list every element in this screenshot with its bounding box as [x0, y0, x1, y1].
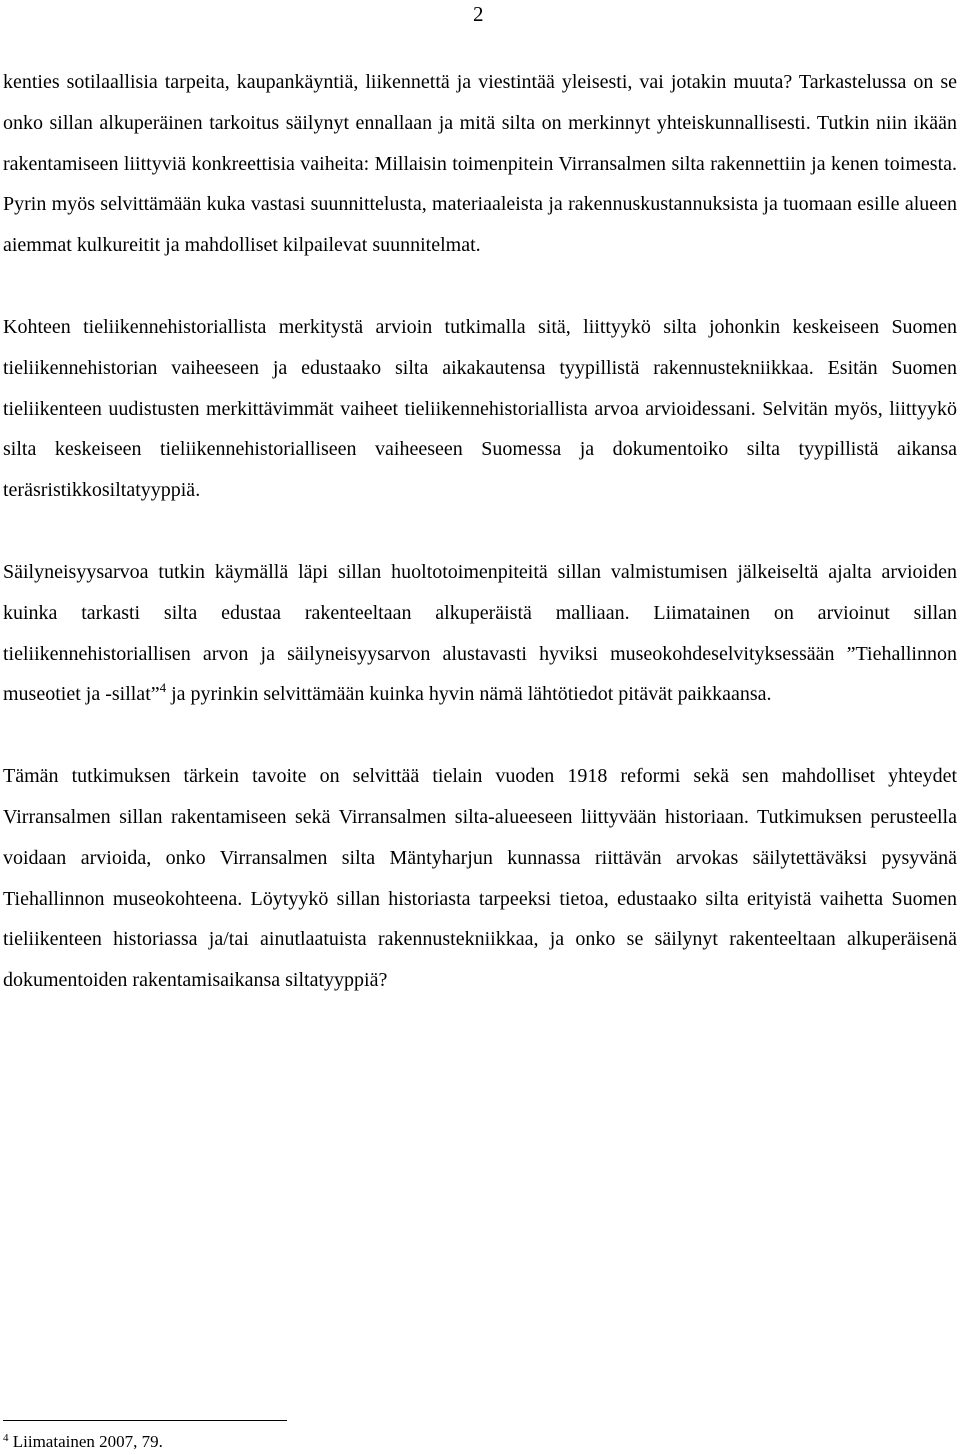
paragraph-text-before-footnote: Säilyneisyysarvoa tutkin käymällä läpi sillan huoltotoimenpiteitä sillan valmistumisen jälkeiseltä ajalta arvioiden kuinka tarkasti silta edustaa rakenteeltaan alkuperäistä malliaan. Liimatainen on arvioinut sillan tieliikennehistoriallisen arvon ja säilyneisyysarvon alustavasti hyviksi museokohdeselvityksessään ”Tiehallinnon museotiet ja -sillat” [3, 560, 957, 706]
footnote-text: Liimatainen 2007, 79. [8, 1432, 163, 1451]
paragraph-preservation-value [3, 552, 957, 715]
body-text [3, 62, 957, 1001]
footnote [3, 1431, 163, 1453]
paragraph-scope: kenties sotilaallisia tarpeita, kaupankäyntiä, liikennettä ja viestintää yleisesti, vai jotakin muuta? Tarkastelussa on se onko sillan alkuperäinen tarkoitus säilynyt ennallaan ja mitä silta on merkinnyt yhteiskunnallisesti. Tutkin niin ikään rakentamiseen liittyviä konkreettisia vaiheita: Millaisin toimenpitein Virransalmen silta rakennettiin ja kenen toimesta. Pyrin myös selvittämään kuka vastasi suunnittelusta, materiaaleista ja rakennuskustannuksista ja tuomaan esille alueen aiemmat kulkureitit ja mahdolliset kilpailevat suunnitelmat. [3, 71, 957, 257]
footnote-divider [3, 1420, 287, 1421]
footnote-reference: 4 [159, 680, 167, 696]
footnote-marker: 4 [3, 1432, 9, 1444]
paragraph-road-traffic-history: Kohteen tieliikennehistoriallista merkitystä arvioin tutkimalla sitä, liittyykö silta johonkin keskeiseen Suomen tieliikennehistorian vaiheeseen ja edustaako silta aikakautensa tyypillistä rakennustekniikkaa. Esitän Suomen tieliikenteen uudistusten merkittävimmät vaiheet tieliikennehistoriallista arvoa arvioidessani. Selvitän myös, liittyykö silta keskeiseen tieliikennehistorialliseen vaiheeseen Suomessa ja dokumentoiko silta tyypillistä aikansa teräsristikkosiltatyyppiä. [3, 315, 957, 502]
page-number: 2 [473, 2, 484, 26]
paragraph-text-after-footnote: ja pyrinkin selvittämään kuinka hyvin nämä lähtötiedot pitävät paikkaansa. [166, 683, 772, 706]
paragraph-main-objective: Tämän tutkimuksen tärkein tavoite on selvittää tielain vuoden 1918 reformi sekä sen mahdolliset yhteydet Virransalmen sillan rakentamiseen sekä Virransalmen silta-alueeseen liittyvään historiaan. Tutkimuksen perusteella voidaan arvioida, onko Virransalmen silta Mäntyharjun kunnassa riittävän arvokas säilytettäväksi pysyvänä Tiehallinnon museokohteena. Löytyykö sillan historiasta tarpeeksi tietoa, edustaako silta erityistä vaihetta Suomen tieliikenteen historiassa ja/tai ainutlaatuista rakennustekniikkaa, ja onko se säilynyt rakenteeltaan alkuperäisenä dokumentoiden rakentamisaikansa siltatyyppiä? [3, 765, 957, 992]
